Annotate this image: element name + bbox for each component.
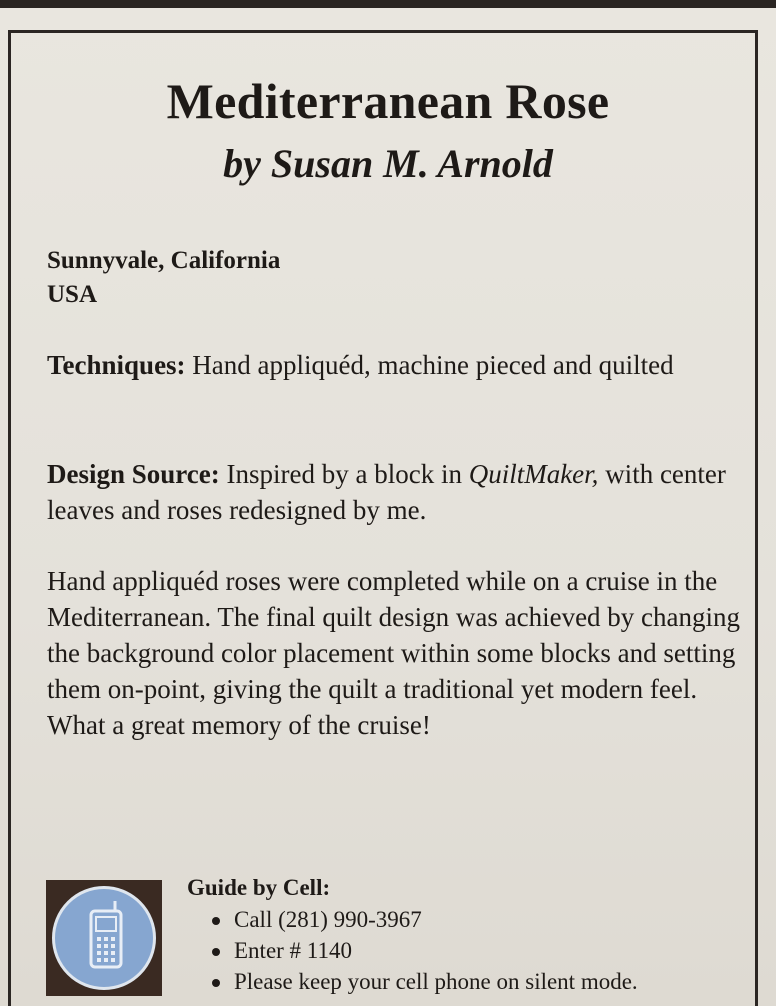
location-country: USA [47, 281, 98, 308]
guide-item-text: Please keep your cell phone on silent mode. [234, 969, 638, 994]
bullet-icon [212, 979, 220, 987]
techniques-label: Techniques: [47, 350, 186, 380]
bullet-icon [212, 948, 220, 956]
guide-list [187, 904, 638, 997]
quilt-author: by Susan M. Arnold [223, 141, 553, 186]
story-paragraph: Hand appliquéd roses were completed while on a cruise in the Mediterranean. The final quilt design was achieved by changing the background color placement within some blocks and setting them on-point, giving the quilt a traditional yet modern feel. What a great memory of the cruise! [47, 566, 741, 740]
techniques-text: Hand appliquéd, machine pieced and quilted [185, 350, 674, 380]
design-source-label: Design Source: [47, 459, 220, 489]
quilt-title: Mediterranean Rose [166, 73, 610, 129]
guide-item-silent [187, 966, 638, 997]
guide-title: Guide by Cell: [187, 875, 331, 900]
location-city: Sunnyvale, California [47, 247, 281, 274]
cell-phone-icon [52, 886, 156, 990]
design-source-magazine: QuiltMaker, [468, 459, 599, 489]
location [47, 244, 280, 312]
guide-item-call [187, 904, 638, 935]
guide-item-enter [187, 935, 638, 966]
techniques-paragraph [47, 347, 747, 383]
guide-by-cell [187, 872, 638, 997]
guide-item-text: Enter # 1140 [234, 938, 352, 963]
guide-by-cell-logo [46, 880, 162, 996]
bullet-icon [212, 917, 220, 925]
guide-item-text: Call (281) 990-3967 [234, 907, 422, 932]
design-source-paragraph [47, 456, 747, 528]
design-source-text-start: Inspired by a block in [219, 459, 469, 489]
design-source-text-end: with center leaves and roses redesigned by me. [47, 459, 726, 525]
